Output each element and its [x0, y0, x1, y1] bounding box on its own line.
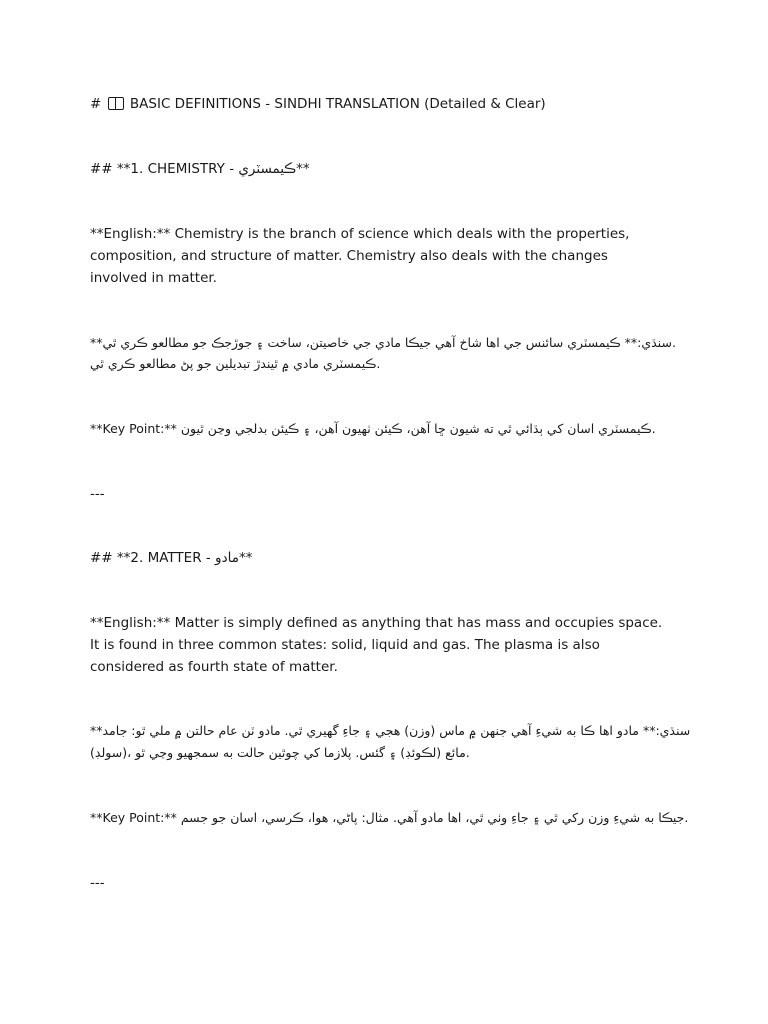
section-heading: ## **1. CHEMISTRY - ڪيمسٽري**	[90, 161, 310, 177]
open-book-icon	[108, 97, 124, 110]
document-title	[90, 93, 672, 115]
sindhi-paragraph-line: ڪيمسٽري مادي ۾ ٿيندڙ تبديلين جو پڻ مطالعو ڪري ٿي.	[90, 356, 381, 371]
english-paragraph: **English:** Chemistry is the branch of science which deals with the properties, composition, and structure of matter. Chemistry also deals with the changes involved in matter.	[90, 226, 630, 286]
english-paragraph: **English:** Matter is simply defined as anything that has mass and occupies space. It is found in three common states: solid, liquid and gas. The plasma is also considered as fourth state of matter.	[90, 615, 663, 675]
title-hash: #	[90, 96, 102, 112]
sindhi-paragraph-line: **سنڌي:** ڪيمسٽري سائنس جي اها شاخ آهي جيڪا مادي جي خاصيتن، ساخت ۽ جوڙجڪ جو مطالعو ڪري ٿي.	[90, 335, 676, 350]
title-text: BASIC DEFINITIONS - SINDHI TRANSLATION (Detailed & Clear)	[129, 96, 546, 112]
sindhi-paragraph-line: **سنڌي:** مادو اها ڪا به شيءِ آهي جنهن ۾ ماس (وزن) هجي ۽ جاءِ گهيري ٿي. مادو ٽن عام حالتن ۾ ملي ٿو: جامد	[90, 723, 691, 738]
key-point: **Key Point:** جيڪا به شيءِ وزن رکي ٿي ۽ جاءِ وٺي ٿي، اها مادو آهي. مثال: پاڻي، هوا، ڪرسي، اسان جو جسم.	[90, 810, 689, 825]
section-heading: ## **2. MATTER - مادو**	[90, 550, 253, 566]
separator: ---	[90, 875, 105, 891]
separator: ---	[90, 486, 105, 502]
sindhi-paragraph-line: (سولڊ)، مائع (لڪوئڊ) ۽ گئس. پلازما کي چوٿين حالت به سمجهيو وڃي ٿو.	[90, 745, 470, 760]
key-point: **Key Point:** ڪيمسٽري اسان کي ٻڌائي ٿي ته شيون ڇا آهن، ڪيئن ٺهيون آهن، ۽ ڪيئن بدلجي وڃن ٿيون.	[90, 421, 656, 436]
